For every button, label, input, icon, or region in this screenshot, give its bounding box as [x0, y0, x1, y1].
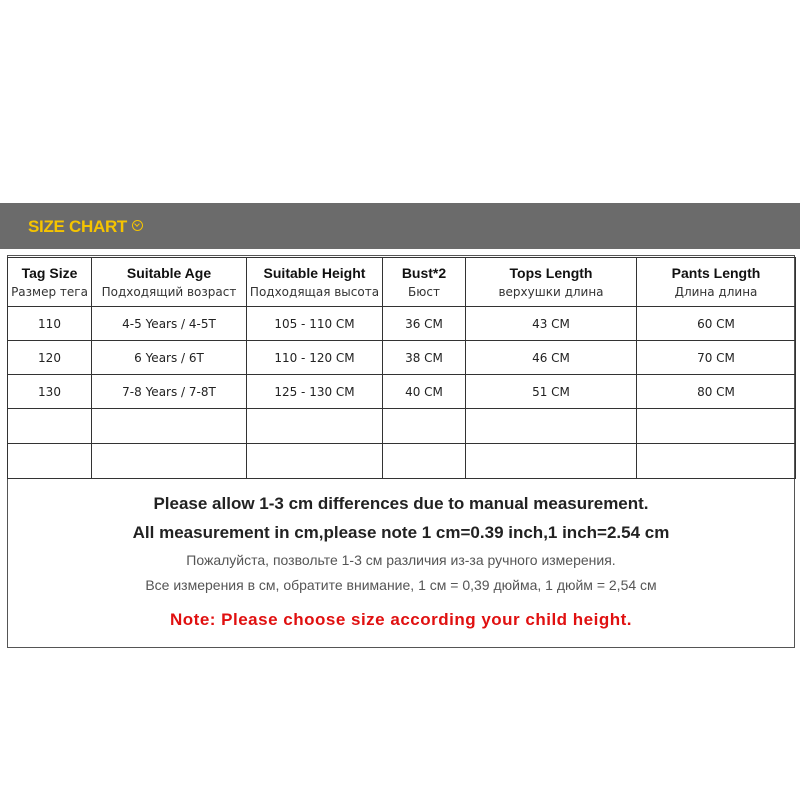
- cell-tag-size: 130: [8, 375, 92, 409]
- cell-tops-length: 51 CM: [466, 375, 637, 409]
- header-pants-length: [637, 258, 796, 307]
- empty-cell: [247, 409, 383, 444]
- empty-cell: [8, 444, 92, 479]
- empty-cell: [92, 409, 247, 444]
- note-conversion-en: All measurement in cm,please note 1 cm=0.39 inch,1 inch=2.54 cm: [132, 523, 670, 542]
- cell-bust: 40 CM: [383, 375, 466, 409]
- cell-pants-length: 60 CM: [637, 307, 796, 341]
- cell-tops-length: 46 CM: [466, 341, 637, 375]
- cell-suitable-age: 6 Years / 6T: [92, 341, 247, 375]
- table-header-row: [8, 258, 796, 307]
- empty-cell: [383, 409, 466, 444]
- cell-suitable-height: 125 - 130 CM: [247, 375, 383, 409]
- empty-cell: [92, 444, 247, 479]
- cell-tag-size: 120: [8, 341, 92, 375]
- header-suitable-height: [247, 258, 383, 307]
- table-row-empty: [8, 444, 796, 479]
- header-label-ru: верхушки длина: [498, 285, 604, 299]
- chevron-down-circle-icon: [132, 220, 143, 231]
- size-table: [7, 257, 796, 479]
- header-label-ru: Бюст: [408, 285, 440, 299]
- cell-tops-length: 43 CM: [466, 307, 637, 341]
- cell-suitable-age: 4-5 Years / 4-5T: [92, 307, 247, 341]
- header-label-en: Bust*2: [401, 265, 447, 281]
- empty-cell: [466, 444, 637, 479]
- header-suitable-age: [92, 258, 247, 307]
- header-label-en: Suitable Age: [126, 265, 212, 281]
- note-allowance-en: Please allow 1-3 cm differences due to manual measurement.: [153, 494, 649, 513]
- empty-cell: [637, 444, 796, 479]
- header-label-ru: Длина длина: [674, 285, 758, 299]
- cell-suitable-height: 110 - 120 CM: [247, 341, 383, 375]
- header-label-en: Tag Size: [21, 265, 78, 281]
- note-choose-size: Note: Please choose size according your child height.: [170, 610, 632, 629]
- empty-cell: [8, 409, 92, 444]
- table-row: [8, 307, 796, 341]
- cell-bust: 38 CM: [383, 341, 466, 375]
- header-label-en: Suitable Height: [263, 265, 366, 281]
- header-tag-size: [8, 258, 92, 307]
- note-allowance-ru: Пожалуйста, позвольте 1-3 см различия из-за ручного измерения.: [186, 552, 616, 568]
- cell-pants-length: 80 CM: [637, 375, 796, 409]
- cell-suitable-age: 7-8 Years / 7-8T: [92, 375, 247, 409]
- size-chart-banner: [0, 203, 800, 249]
- header-label-en: Pants Length: [671, 265, 761, 281]
- table-row-empty: [8, 409, 796, 444]
- cell-tag-size: 110: [8, 307, 92, 341]
- empty-cell: [637, 409, 796, 444]
- empty-cell: [383, 444, 466, 479]
- empty-cell: [466, 409, 637, 444]
- size-chart-title: SIZE CHART: [28, 217, 128, 236]
- header-label-ru: Подходящий возраст: [101, 285, 237, 299]
- header-label-ru: Размер тега: [11, 285, 88, 299]
- header-tops-length: [466, 258, 637, 307]
- table-row: [8, 375, 796, 409]
- header-label-en: Tops Length: [509, 265, 593, 281]
- table-row: [8, 341, 796, 375]
- cell-bust: 36 CM: [383, 307, 466, 341]
- cell-suitable-height: 105 - 110 CM: [247, 307, 383, 341]
- header-label-ru: Подходящая высота: [249, 285, 380, 299]
- header-bust: [383, 258, 466, 307]
- note-conversion-ru: Все измерения в см, обратите внимание, 1 см = 0,39 дюйма, 1 дюйм = 2,54 см: [145, 577, 657, 593]
- empty-cell: [247, 444, 383, 479]
- cell-pants-length: 70 CM: [637, 341, 796, 375]
